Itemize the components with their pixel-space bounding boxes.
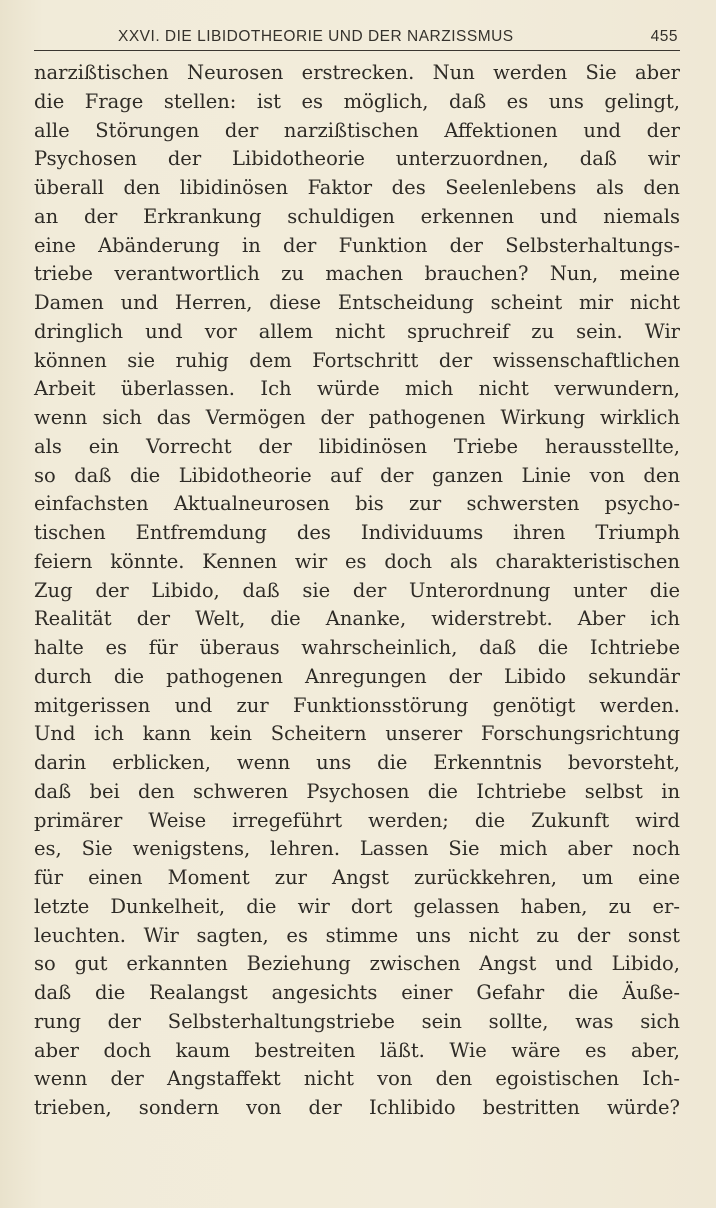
text-line: können sie ruhig dem Fortschritt der wissenschaftlichen bbox=[34, 348, 680, 372]
text-line: aber doch kaum bestreiten läßt. Wie wäre es aber, bbox=[34, 1038, 680, 1062]
text-line: trieben, sondern von der Ichlibido bestritten würde? bbox=[34, 1096, 680, 1119]
text-line: halte es für überaus wahrscheinlich, daß die Ichtriebe bbox=[34, 636, 680, 659]
text-line: durch die pathogenen Anregungen der Libido sekundär bbox=[34, 664, 680, 688]
text-line: triebe verantwortlich zu machen brauchen? Nun, meine bbox=[34, 262, 680, 286]
running-header bbox=[34, 26, 680, 51]
text-line: Und ich kann kein Scheitern unserer Forschungsrichtung bbox=[34, 722, 680, 746]
text-line: alle Störungen der narzißtischen Affektionen und der bbox=[34, 118, 680, 142]
text-line: mitgerissen und zur Funktionsstörung genötigt werden. bbox=[34, 693, 680, 717]
text-line: daß die Realangst angesichts einer Gefahr die Äuße- bbox=[34, 981, 680, 1004]
running-title: XXVI. DIE LIBIDOTHEORIE UND DER NARZISSMUS bbox=[118, 28, 514, 45]
text-line: Psychosen der Libidotheorie unterzuordnen, daß wir bbox=[34, 147, 680, 171]
text-line: rung der Selbsterhaltungstriebe sein sollte, was sich bbox=[34, 1009, 680, 1033]
text-line: Damen und Herren, diese Entscheidung scheint mir nicht bbox=[34, 291, 680, 314]
text-line: die Frage stellen: ist es möglich, daß es uns gelingt, bbox=[34, 89, 680, 113]
text-line: wenn sich das Vermögen der pathogenen Wirkung wirklich bbox=[34, 406, 680, 429]
text-line: an der Erkrankung schuldigen erkennen und niemals bbox=[34, 204, 680, 228]
page-number: 455 bbox=[650, 28, 678, 45]
text-line: feiern könnte. Kennen wir es doch als charakteristischen bbox=[34, 549, 680, 573]
text-line: darin erblicken, wenn uns die Erkenntnis bevorsteht, bbox=[34, 751, 680, 774]
text-line: für einen Moment zur Angst zurückkehren, um eine bbox=[34, 866, 680, 889]
text-line: narzißtischen Neurosen erstrecken. Nun werden Sie aber bbox=[34, 61, 680, 84]
text-line: als ein Vorrecht der libidinösen Triebe herausstellte, bbox=[34, 434, 680, 458]
text-line: leuchten. Wir sagten, es stimme uns nicht zu der sonst bbox=[34, 923, 680, 947]
text-line: Zug der Libido, daß sie der Unterordnung unter die bbox=[34, 578, 680, 602]
text-line: letzte Dunkelheit, die wir dort gelassen haben, zu er- bbox=[34, 894, 680, 918]
text-line: so daß die Libidotheorie auf der ganzen Linie von den bbox=[34, 463, 680, 487]
text-line: tischen Entfremdung des Individuums ihren Triumph bbox=[34, 521, 680, 544]
text-line: primärer Weise irregeführt werden; die Zukunft wird bbox=[34, 808, 680, 832]
text-line: wenn der Angstaffekt nicht von den egoistischen Ich- bbox=[34, 1067, 680, 1091]
text-line: so gut erkannten Beziehung zwischen Angst und Libido, bbox=[34, 952, 680, 976]
text-line: eine Abänderung in der Funktion der Selbsterhaltungs- bbox=[34, 233, 680, 257]
text-line: Arbeit überlassen. Ich würde mich nicht verwundern, bbox=[34, 377, 680, 401]
text-line: daß bei den schweren Psychosen die Ichtriebe selbst in bbox=[34, 779, 680, 803]
text-line: es, Sie wenigstens, lehren. Lassen Sie mich aber noch bbox=[34, 837, 680, 861]
text-line: dringlich und vor allem nicht spruchreif zu sein. Wir bbox=[34, 319, 680, 343]
text-line: Realität der Welt, die Ananke, widerstrebt. Aber ich bbox=[34, 607, 680, 631]
body-text bbox=[34, 59, 680, 1123]
text-line: einfachsten Aktualneurosen bis zur schwersten psycho- bbox=[34, 492, 680, 516]
text-line: überall den libidinösen Faktor des Seelenlebens als den bbox=[34, 176, 680, 199]
